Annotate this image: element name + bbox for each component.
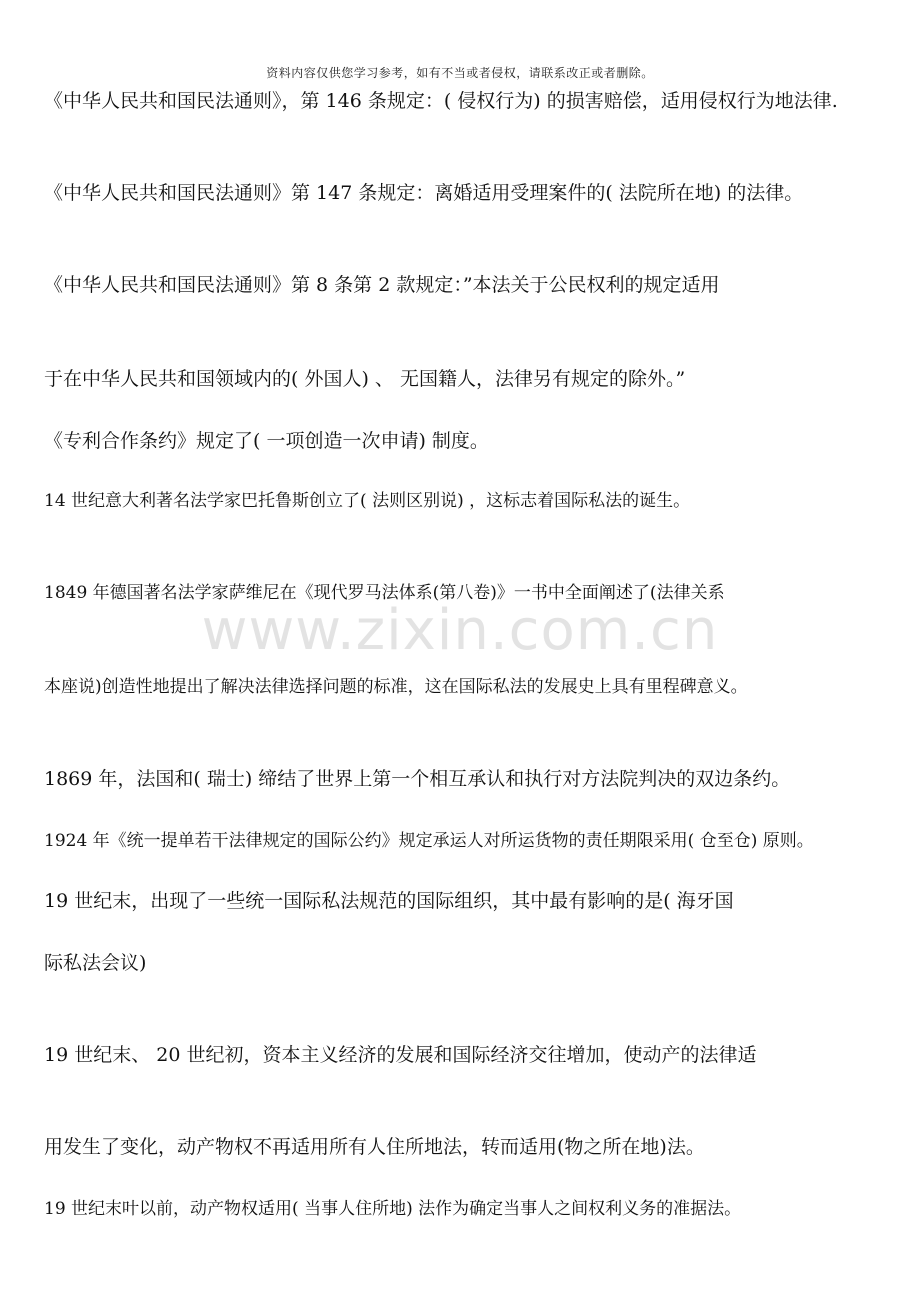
- text-line-2: 《中华人民共和国民法通则》第 147 条规定：离婚适用受理案件的( 法院所在地) 的法律。: [44, 182, 804, 204]
- text-line-9: 1869 年，法国和( 瑞士) 缔结了世界上第一个相互承认和执行对方法院判决的双边条约。: [44, 768, 791, 790]
- text-line-6: 14 世纪意大利著名法学家巴托鲁斯创立了( 法则区别说) ，这标志着国际私法的诞生。: [44, 491, 691, 511]
- text-line-11: 19 世纪末，出现了一些统一国际私法规范的国际组织，其中最有影响的是( 海牙国: [44, 890, 734, 912]
- text-line-3: 《中华人民共和国民法通则》第 8 条第 2 款规定：”本法关于公民权利的规定适用: [44, 274, 720, 296]
- header-disclaimer: 资料内容仅供您学习参考，如有不当或者侵权，请联系改正或者删除。: [266, 66, 654, 80]
- watermark: www.zixin.com.cn: [201, 598, 719, 663]
- text-line-5: 《专利合作条约》规定了( 一项创造一次申请) 制度。: [44, 430, 489, 452]
- text-line-14: 用发生了变化，动产物权不再适用所有人住所地法，转而适用(物之所在地)法。: [44, 1136, 705, 1158]
- text-line-4: 于在中华人民共和国领域内的( 外国人) 、 无国籍人，法律另有规定的除外。”: [44, 368, 686, 390]
- text-line-13: 19 世纪末、 20 世纪初，资本主义经济的发展和国际经济交往增加，使动产的法律适: [44, 1044, 757, 1066]
- text-line-1: 《中华人民共和国民法通则》，第 146 条规定：( 侵权行为) 的损害赔偿，适用侵权行为地法律.: [44, 90, 838, 112]
- text-line-7: 1849 年德国著名法学家萨维尼在《现代罗马法体系(第八卷)》一书中全面阐述了(法律关系: [44, 583, 725, 603]
- text-line-12: 际私法会议): [44, 952, 147, 974]
- text-line-10: 1924 年《统一提单若干法律规定的国际公约》规定承运人对所运货物的责任期限采用( 仓至仓) 原则。: [44, 831, 814, 851]
- text-line-8: 本座说)创造性地提出了解决法律选择问题的标准，这在国际私法的发展史上具有里程碑意义。: [44, 677, 748, 697]
- text-line-15: 19 世纪末叶以前，动产物权适用( 当事人住所地) 法作为确定当事人之间权利义务的准据法。: [44, 1199, 742, 1219]
